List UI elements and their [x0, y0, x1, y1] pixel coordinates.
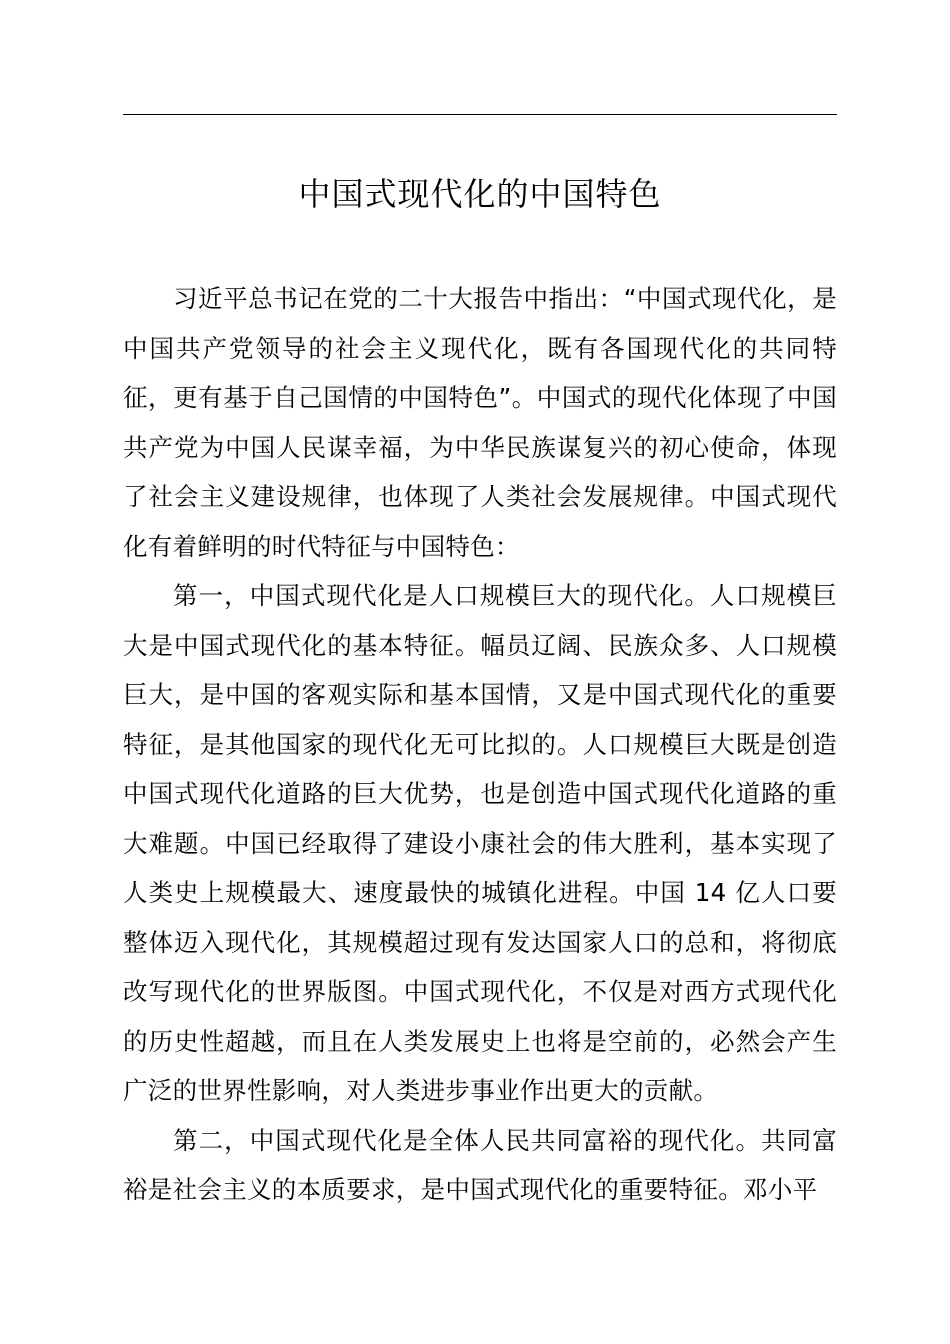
document-title: 中国式现代化的中国特色 — [298, 175, 662, 213]
paragraph-second-point: 第二，中国式现代化是全体人民共同富裕的现代化。共同富裕是社会主义的本质要求，是中国式现代化的重要特征。邓小平 — [123, 1125, 837, 1204]
paragraph-intro: 习近平总书记在党的二十大报告中指出：“中国式现代化，是中国共产党领导的社会主义现代化，既有各国现代化的共同特征，更有基于自己国情的中国特色”。中国式的现代化体现了中国共产党为中国人民谋幸福，为中华民族谋复兴的初心使命，体现了社会主义建设规律，也体现了人类社会发展规律。中国式现代化有着鲜明的时代特征与中国特色： — [123, 284, 837, 561]
header-rule — [123, 114, 837, 115]
paragraph-first-point: 第一，中国式现代化是人口规模巨大的现代化。人口规模巨大是中国式现代化的基本特征。幅员辽阔、民族众多、人口规模巨大，是中国的客观实际和基本国情，又是中国式现代化的重要特征，是其他国家的现代化无可比拟的。人口规模巨大既是创造中国式现代化道路的巨大优势，也是创造中国式现代化道路的重大难题。中国已经取得了建设小康社会的伟大胜利，基本实现了人类史上规模最大、速度最快的城镇化进程。中国 14 亿人口要整体迈入现代化，其规模超过现有发达国家人口的总和，将彻底改写现代化的世界版图。中国式现代化，不仅是对西方式现代化的历史性超越，而且在人类发展史上也将是空前的，必然会产生广泛的世界性影响，对人类进步事业作出更大的贡献。 — [123, 581, 837, 1105]
document-body — [123, 274, 837, 1215]
